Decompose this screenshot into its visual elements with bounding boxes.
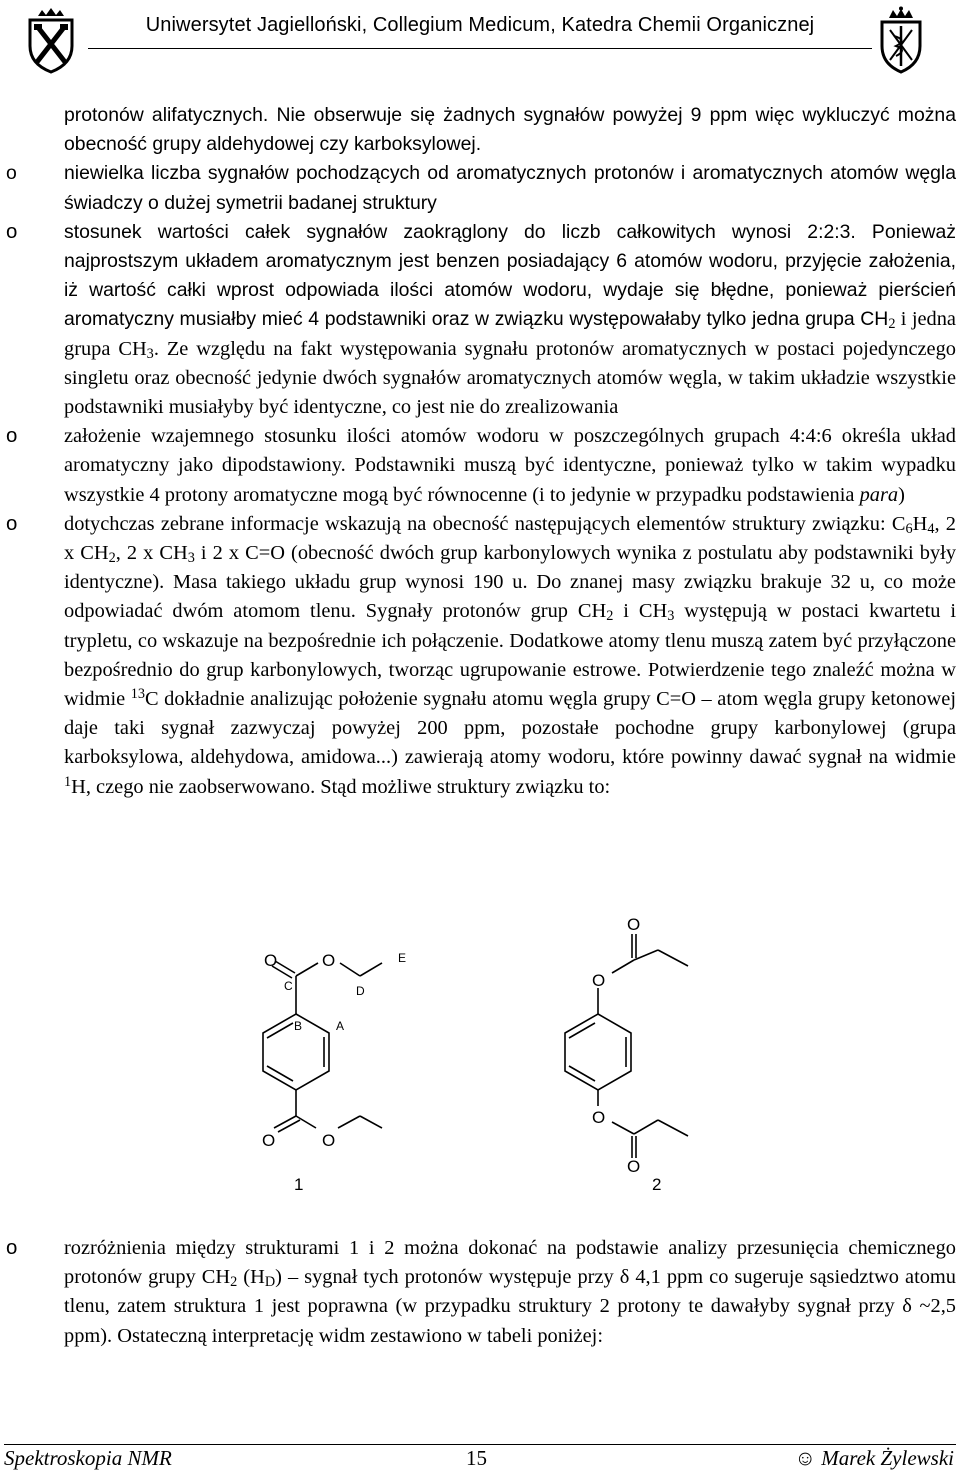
chemical-structures — [220, 906, 740, 1196]
bullet-text: i CH — [613, 600, 668, 623]
collegium-medicum-crest-icon — [874, 6, 928, 74]
bullet-marker: o — [6, 425, 18, 448]
bullet-item-2 — [6, 218, 956, 422]
atom-label: O — [592, 1108, 606, 1127]
bullet-text: stosunek wartości całek sygnałów zaokrąglony do liczb całkowitych wynosi 2:2:3. Ponieważ najprostszym układem aromatycznym jest benzen posiadający 6 atomów wodoru, przyjęcie założenia, iż wartość całki wprost odpowiada ilości atomów wodoru, wydaje się błędne, ponieważ pierścień aromatyczny musiałby mieć 4 podstawniki oraz w związku występowałaby tylko jedna grupa CH — [64, 220, 956, 331]
subscript: D — [264, 1274, 276, 1291]
subscript: 2 — [108, 550, 116, 567]
atom-label: D — [356, 984, 365, 998]
atom-label: O — [262, 1131, 276, 1150]
subscript: 6 — [905, 520, 913, 537]
atom-label: B — [294, 1019, 303, 1033]
structure-number: 1 — [294, 1175, 304, 1194]
bullet-item-1 — [6, 159, 956, 217]
bullet-marker: o — [6, 220, 18, 243]
atom-label: O — [627, 1157, 641, 1176]
bullet-text: H, czego nie zaobserwowano. Stąd możliwe struktury związku to: — [71, 775, 611, 798]
bullet-item-3 — [6, 422, 956, 510]
subscript: 4 — [927, 520, 935, 537]
bullet-item-5 — [6, 1234, 956, 1351]
superscript: 13 — [130, 686, 145, 703]
bullet-text: dotychczas zebrane informacje wskazują na obecność następujących elementów struktury związku: C — [64, 512, 906, 535]
bullet-text: ) — [898, 483, 905, 506]
bullet-text: H — [912, 512, 928, 535]
main-text-continued — [6, 1234, 956, 1351]
bullet-text: , 2 x CH — [115, 542, 188, 565]
subscript: 3 — [187, 550, 195, 567]
footer-title: Spektroskopia NMR — [4, 1446, 172, 1470]
bullet-text: (H — [237, 1266, 265, 1289]
structure-number: 2 — [652, 1175, 662, 1194]
bullet-text: występują w postaci kwartetu i trypletu, co wskazuje na bezpośrednie ich połączenie. Dodatkowe atomy tlenu muszą zatem być przyłączone bezpośrednio do grup karbonylowych, tworząc ugrupowanie estrowe. Potwierdzenie tego znaleźć można w widmie — [64, 600, 957, 711]
bullet-text: rozróżnienia między strukturami 1 i 2 można dokonać na podstawie analizy przesunięcia chemicznego protonów grupy CH — [64, 1237, 956, 1289]
page-number: 15 — [466, 1446, 487, 1470]
bullet-text: założenie wzajemnego stosunku ilości atomów wodoru w poszczególnych grupach 4:4:6 określa układ aromatyczny jako dipodstawiony. Podstawniki muszą być identyczne, ponieważ tylko w takim wypadku wszystkie 4 protony aromatyczne mogą być równocenne (i to jedynie w przypadku podstawienia — [64, 425, 956, 506]
main-text — [6, 101, 957, 802]
page-footer — [4, 1446, 956, 1474]
bullet-text: niewielka liczba sygnałów pochodzących od aromatycznych protonów i aromatycznych atomów węgla świadczy o dużej symetrii badanej struktury — [64, 162, 956, 214]
bullet-text: ) – sygnał tych protonów występuje przy δ 4,1 ppm co sugeruje sąsiedztwo atomu tlenu, zatem struktura 1 jest poprawna (w przypadku struktury 2 protony te dawałyby sygnał przy δ ~2,5 ppm). Ostateczną interpretację widm zestawiono w tabeli poniżej: — [64, 1266, 956, 1347]
bullet-marker: o — [6, 1237, 18, 1259]
atom-label: O — [322, 1131, 336, 1150]
footer-divider — [4, 1444, 956, 1445]
bullet-text: C dokładnie analizując położenie sygnału atomu węgla grupy C=O – atom węgla grupy ketonowej daje taki sygnał zazwyczaj powyżej 200 ppm, pozostałe pochodne grupy karbonylowej (grupa karboksylowa, aldehydowa, amidowa...) zawierają atomy wodoru, które powinny dawać sygnał na widmie — [64, 688, 956, 769]
atom-label: E — [398, 951, 407, 965]
subscript: 2 — [888, 316, 896, 333]
university-crest-icon — [24, 6, 78, 74]
subscript: 3 — [667, 608, 675, 625]
bullet-text: . Ze względu na fakt występowania sygnału protonów aromatycznych w postaci pojedynczego singletu oraz obecność jedynie dwóch sygnałów aromatycznych atomów węgla, w takim układzie wszystkie podstawniki musiałyby być identyczne, co jest nie do zrealizowania — [64, 337, 956, 419]
superscript: 1 — [64, 773, 72, 790]
atom-label: C — [284, 979, 293, 993]
bullet-text: i jedna grupa CH — [64, 308, 956, 360]
atom-label: O — [264, 951, 278, 970]
bullet-marker: o — [6, 512, 18, 535]
atom-label: O — [627, 915, 641, 934]
page-header — [0, 0, 960, 82]
paragraph-intro: protonów alifatycznych. Nie obserwuje się żadnych sygnałów powyżej 9 ppm więc wykluczyć można obecność grupy aldehydowej czy karboksylowej. — [64, 104, 956, 156]
atom-label: A — [336, 1019, 345, 1033]
header-title: Uniwersytet Jagielloński, Collegium Medicum, Katedra Chemii Organicznej — [145, 14, 815, 36]
structure-drawings — [220, 906, 740, 1196]
subscript: 3 — [146, 345, 154, 362]
italic-text: para — [859, 483, 899, 506]
footer-author: ☺ Marek Żylewski — [794, 1446, 954, 1470]
bullet-text: i 2 x C=O (obecność dwóch grup karbonylowych wynika z postulatu aby podstawniki były identyczne). Masa takiego układu grup wynosi 190 u. Do znanej masy związku brakuje 32 u, co może odpowiadać dwóm atomom tlenu. Sygnały protonów grup CH — [64, 542, 957, 623]
bullet-text: , 2 x CH — [64, 512, 957, 565]
bullet-marker: o — [6, 162, 17, 185]
subscript: 2 — [606, 608, 614, 625]
subscript: 2 — [230, 1274, 238, 1291]
atom-label: O — [322, 951, 336, 970]
atom-label: O — [592, 971, 606, 990]
bullet-item-4 — [6, 510, 957, 802]
header-divider — [88, 48, 872, 49]
